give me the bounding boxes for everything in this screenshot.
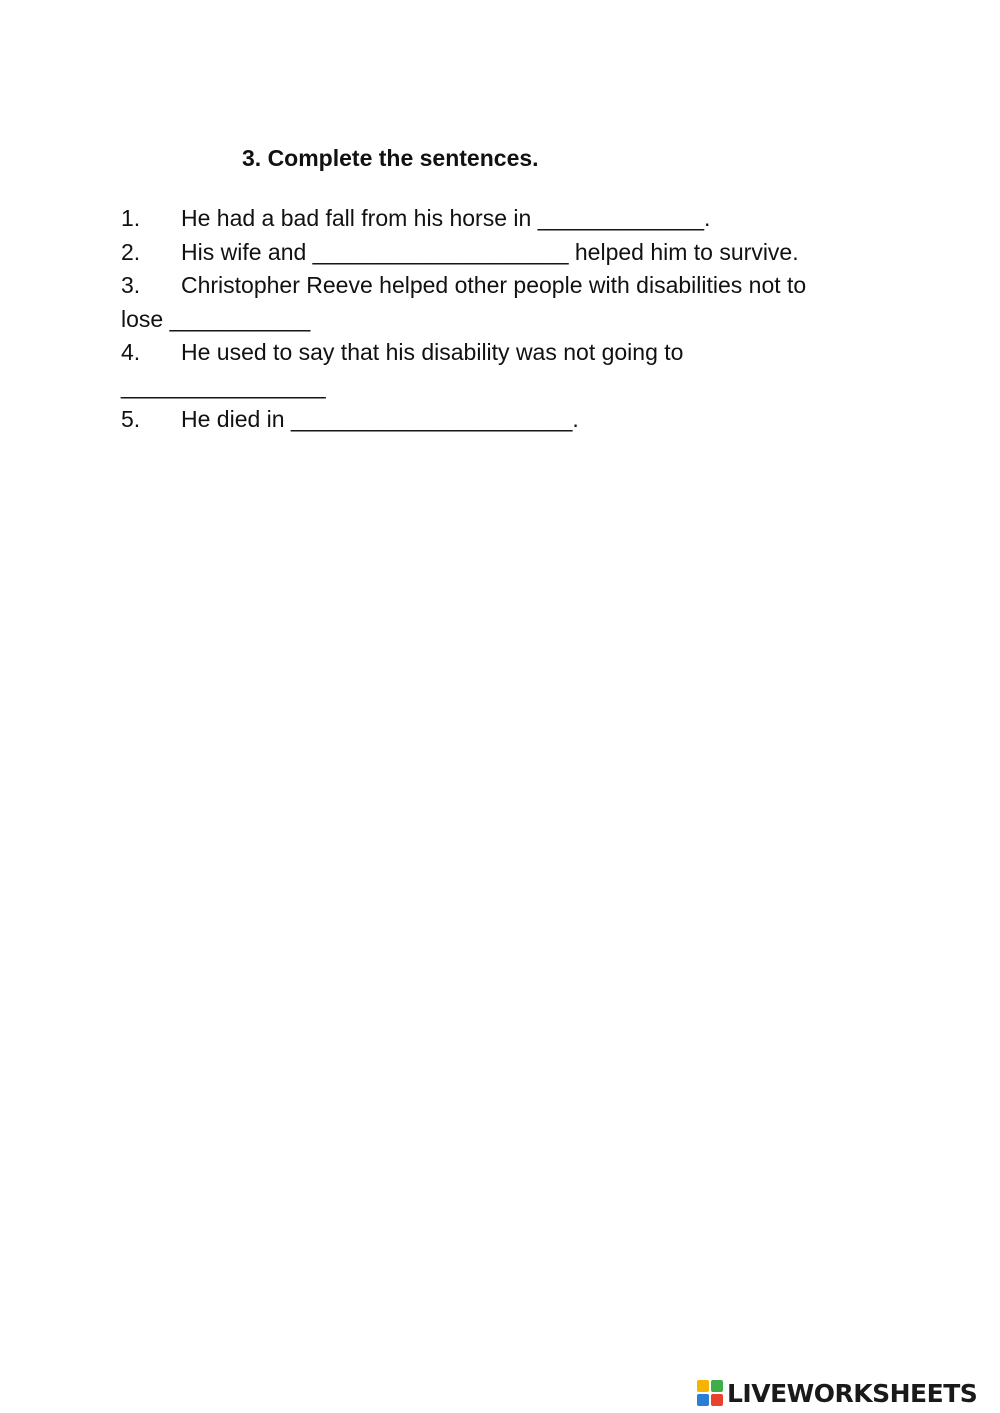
item-text: He had a bad fall from his horse in _____________. [181,205,711,231]
logo-cell [697,1394,709,1406]
item-number: 2. [121,238,141,265]
list-item-continuation [121,303,901,337]
item-text: His wife and ____________________ helped him to survive. [181,238,799,265]
item-text: Christopher Reeve helped other people with disabilities not to [181,272,807,298]
item-text: He used to say that his disability was not going to [181,339,684,365]
list-item-continuation [121,370,901,404]
list-item [121,202,901,236]
item-text: He died in ______________________. [181,406,579,432]
logo-grid-icon [697,1380,723,1406]
logo-text: LIVEWORKSHEETS [727,1378,978,1408]
list-item [121,269,901,303]
sentence-list [121,202,901,437]
item-number: 5. [121,406,141,432]
logo-cell [711,1380,723,1392]
exercise-heading: 3. Complete the sentences. [242,145,539,171]
item-number: 3. [121,272,141,298]
item-number: 1. [121,205,141,231]
item-text-continuation: lose ___________ [121,305,311,332]
list-item [121,336,901,370]
list-item [121,236,901,270]
liveworksheets-logo [697,1376,977,1410]
list-item [121,403,901,437]
item-text-continuation: ________________ [121,372,326,399]
logo-cell [697,1380,709,1392]
logo-cell [711,1394,723,1406]
item-number: 4. [121,339,141,365]
